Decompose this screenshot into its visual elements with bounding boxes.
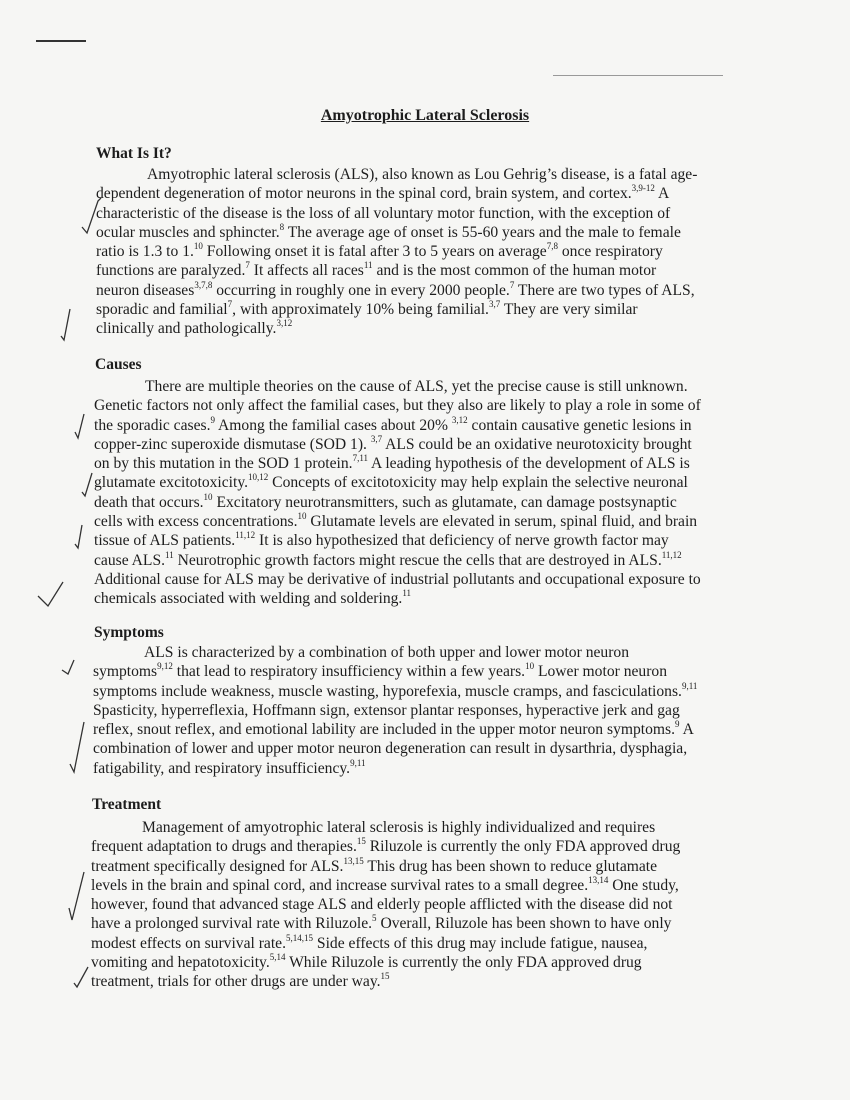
text-run: death that occurs. xyxy=(94,493,204,511)
handwritten-check-mark xyxy=(58,306,80,342)
citation-superscript: 9,11 xyxy=(681,680,698,691)
text-run: occurring in roughly one in every 2000 people. xyxy=(212,281,510,299)
text-run: There are two types of ALS, xyxy=(514,281,695,299)
text-line xyxy=(93,643,743,662)
citation-superscript: 3,9-12 xyxy=(631,183,655,194)
text-run: frequent adaptation to drugs and therapies. xyxy=(91,838,357,856)
text-line xyxy=(96,261,746,280)
citation-superscript: 9,12 xyxy=(157,661,173,672)
handwritten-check-mark xyxy=(60,656,82,684)
citation-superscript: 3,12 xyxy=(451,414,468,425)
citation-superscript: 5,14 xyxy=(269,952,286,963)
text-run: functions are paralyzed. xyxy=(96,262,246,280)
text-line xyxy=(94,435,744,454)
text-run: contain causative genetic lesions in xyxy=(467,416,692,434)
text-line xyxy=(91,934,741,953)
text-line xyxy=(91,837,741,856)
text-run: neuron diseases xyxy=(96,281,195,299)
text-line xyxy=(93,739,743,758)
text-line xyxy=(94,416,744,435)
text-run: treatment specifically designed for ALS. xyxy=(91,857,344,875)
text-run: It affects all races xyxy=(249,262,364,280)
text-line xyxy=(96,281,746,300)
citation-superscript: 10,12 xyxy=(248,472,269,483)
citation-superscript: 11,12 xyxy=(661,549,682,560)
text-line xyxy=(94,570,744,589)
text-run: reflex, snout reflex, and emotional lability are included in the upper motor neuron symptoms. xyxy=(93,721,676,739)
text-run: ALS could be an oxidative neurotoxicity brought xyxy=(382,435,692,453)
section-body-treatment xyxy=(91,818,741,992)
text-run: modest effects on survival rate. xyxy=(91,934,287,952)
text-run: It is also hypothesized that deficiency of nerve growth factor may xyxy=(255,532,669,550)
text-line xyxy=(94,493,744,512)
text-run: Additional cause for ALS may be derivative of industrial pollutants and occupational exposure to xyxy=(94,570,701,588)
text-run: Among the familial cases about 20% xyxy=(214,416,452,434)
text-run: tissue of ALS patients. xyxy=(94,532,236,550)
text-line xyxy=(94,377,744,396)
section-body-what-is-it xyxy=(96,165,746,339)
text-line xyxy=(94,551,744,570)
text-run: A xyxy=(679,721,694,739)
text-line xyxy=(96,242,746,261)
text-run: cause ALS. xyxy=(94,551,166,569)
text-run: Neurotrophic growth factors might rescue the cells that are destroyed in ALS. xyxy=(173,551,662,569)
citation-superscript: 5 xyxy=(372,913,377,924)
text-run: While Riluzole is currently the only FDA approved drug xyxy=(285,954,642,972)
text-run: Following onset it is fatal after 3 to 5 years on average xyxy=(202,243,547,261)
section-body-symptoms xyxy=(93,643,743,778)
text-line xyxy=(94,473,744,492)
text-line xyxy=(93,682,743,701)
text-run: , with approximately 10% being familial. xyxy=(232,301,489,319)
text-run: Concepts of excitotoxicity may help explain the selective neuronal xyxy=(268,474,688,492)
handwritten-check-mark xyxy=(72,522,94,550)
text-run: chemicals associated with welding and soldering. xyxy=(94,590,403,608)
text-run: Genetic factors not only affect the familial cases, but they also are likely to play a role in some of xyxy=(94,397,701,415)
text-line xyxy=(96,300,746,319)
handwritten-check-mark xyxy=(72,412,94,440)
citation-superscript: 9 xyxy=(210,414,215,425)
heading-causes: Causes xyxy=(95,356,142,373)
citation-superscript: 7 xyxy=(245,260,250,271)
text-run: Spasticity, hyperreflexia, Hoffmann sign, extensor plantar responses, hyperactive jerk and gag xyxy=(93,701,680,719)
citation-superscript: 3,7,8 xyxy=(194,279,213,290)
citation-superscript: 3,12 xyxy=(276,318,293,329)
text-run: dependent degeneration of motor neurons in the spinal cord, brain system, and cortex. xyxy=(96,185,632,203)
citation-superscript: 7 xyxy=(227,299,233,310)
text-run: Side effects of this drug may include fatigue, nausea, xyxy=(313,934,648,952)
citation-superscript: 10 xyxy=(525,661,535,672)
text-line xyxy=(96,165,746,184)
text-line xyxy=(91,972,741,991)
handwritten-check-mark xyxy=(36,580,66,608)
text-line xyxy=(96,184,746,203)
text-line xyxy=(91,818,741,837)
text-run: ocular muscles and sphincter. xyxy=(96,223,280,241)
text-run: They are very similar xyxy=(500,301,638,319)
text-run: A leading hypothesis of the development of ALS is xyxy=(368,455,690,473)
citation-superscript: 11 xyxy=(402,588,411,599)
text-line xyxy=(93,701,743,720)
text-run: A xyxy=(654,185,670,203)
handwritten-check-mark xyxy=(72,965,94,991)
text-run: Overall, Riluzole has been shown to have only xyxy=(376,915,672,933)
text-line xyxy=(91,953,741,972)
handwritten-check-mark xyxy=(80,197,102,235)
citation-superscript: 11 xyxy=(363,260,373,271)
text-line xyxy=(94,589,744,608)
text-run: There are multiple theories on the cause of ALS, yet the precise cause is still unknown. xyxy=(145,378,688,395)
text-run: characteristic of the disease is the loss of all voluntary motor function, with the exception of xyxy=(96,204,671,222)
text-run: Lower motor neuron xyxy=(534,663,668,681)
citation-superscript: 13,14 xyxy=(588,874,609,885)
text-run: and is the most common of the human motor xyxy=(372,262,657,280)
text-run: however, found that advanced stage ALS and elderly people afflicted with the disease did not xyxy=(91,896,673,914)
citation-superscript: 10 xyxy=(297,511,307,522)
text-line xyxy=(91,914,741,933)
citation-superscript: 8 xyxy=(279,221,285,232)
citation-superscript: 11 xyxy=(165,549,174,560)
text-run: clinically and pathologically. xyxy=(96,320,277,338)
text-run: This drug has been shown to reduce glutamate xyxy=(363,857,658,875)
text-run: Management of amyotrophic lateral sclerosis is highly individualized and requires xyxy=(142,819,656,836)
heading-what-is-it: What Is It? xyxy=(96,145,172,162)
citation-superscript: 7 xyxy=(509,279,515,290)
text-run: cells with excess concentrations. xyxy=(94,513,298,531)
text-run: Amyotrophic lateral sclerosis (ALS), also known as Lou Gehrig’s disease, is a fatal age- xyxy=(147,166,698,183)
text-line xyxy=(96,223,746,242)
text-line xyxy=(94,454,744,473)
text-run: on by this mutation in the SOD 1 protein. xyxy=(94,455,353,473)
citation-superscript: 9 xyxy=(675,719,680,730)
text-run: sporadic and familial xyxy=(96,301,228,319)
text-run: levels in the brain and spinal cord, and increase survival rates to a small degree. xyxy=(91,876,589,894)
text-run: vomiting and hepatotoxicity. xyxy=(91,954,270,972)
text-line xyxy=(93,662,743,681)
citation-superscript: 5,14,15 xyxy=(286,932,314,943)
handwritten-check-mark xyxy=(66,870,88,922)
text-run: Excitatory neurotransmitters, such as glutamate, can damage postsynaptic xyxy=(212,493,677,511)
citation-superscript: 10 xyxy=(193,241,203,252)
text-line xyxy=(94,531,744,550)
heading-treatment: Treatment xyxy=(92,796,162,813)
text-line xyxy=(96,204,746,223)
scan-line-mark xyxy=(553,75,723,76)
text-line xyxy=(96,319,746,338)
text-run: ratio is 1.3 to 1. xyxy=(96,243,194,261)
text-run: combination of lower and upper motor neuron degeneration can result in dysarthria, dysphagia, xyxy=(93,740,688,758)
text-line xyxy=(94,512,744,531)
text-line xyxy=(94,396,744,415)
text-line xyxy=(91,857,741,876)
text-run: One study, xyxy=(608,876,679,894)
text-run: once respiratory xyxy=(557,243,663,261)
text-line xyxy=(93,759,743,778)
citation-superscript: 7,11 xyxy=(352,453,369,464)
section-body-causes xyxy=(94,377,744,609)
text-run: glutamate excitotoxicity. xyxy=(94,474,249,492)
citation-superscript: 15 xyxy=(356,836,366,847)
text-run: ALS is characterized by a combination of both upper and lower motor neuron xyxy=(144,644,629,661)
citation-superscript: 15 xyxy=(380,971,390,982)
text-run: Riluzole is currently the only FDA approved drug xyxy=(365,838,681,856)
citation-superscript: 10 xyxy=(203,491,213,502)
text-run: the sporadic cases. xyxy=(94,416,211,434)
text-run: that lead to respiratory insufficiency within a few years. xyxy=(172,663,526,681)
citation-superscript: 3,7 xyxy=(488,299,501,310)
text-run: fatigability, and respiratory insufficiency. xyxy=(93,759,351,777)
text-run: Glutamate levels are elevated in serum, spinal fluid, and brain xyxy=(306,513,698,531)
text-run: symptoms include weakness, muscle wasting, hyporefexia, muscle cramps, and fasciculations. xyxy=(93,682,682,700)
citation-superscript: 9,11 xyxy=(350,757,366,768)
text-run: treatment, trials for other drugs are under way. xyxy=(91,973,381,991)
text-run: have a prolonged survival rate with Riluzole. xyxy=(91,915,373,933)
pen-stroke-mark xyxy=(36,40,86,42)
citation-superscript: 3,7 xyxy=(370,433,383,444)
text-run: The average age of onset is 55-60 years and the male to female xyxy=(284,223,681,241)
text-line xyxy=(93,720,743,739)
text-run: symptoms xyxy=(93,663,158,681)
page-title: Amyotrophic Lateral Sclerosis xyxy=(320,107,530,124)
text-run: copper-zinc superoxide dismutase (SOD 1). xyxy=(94,435,371,453)
citation-superscript: 11,12 xyxy=(235,530,256,541)
text-line xyxy=(91,876,741,895)
handwritten-check-mark xyxy=(80,470,102,498)
citation-superscript: 13,15 xyxy=(343,855,364,866)
heading-symptoms: Symptoms xyxy=(94,624,164,641)
text-line xyxy=(91,895,741,914)
handwritten-check-mark xyxy=(66,720,88,774)
citation-superscript: 7,8 xyxy=(546,241,558,252)
